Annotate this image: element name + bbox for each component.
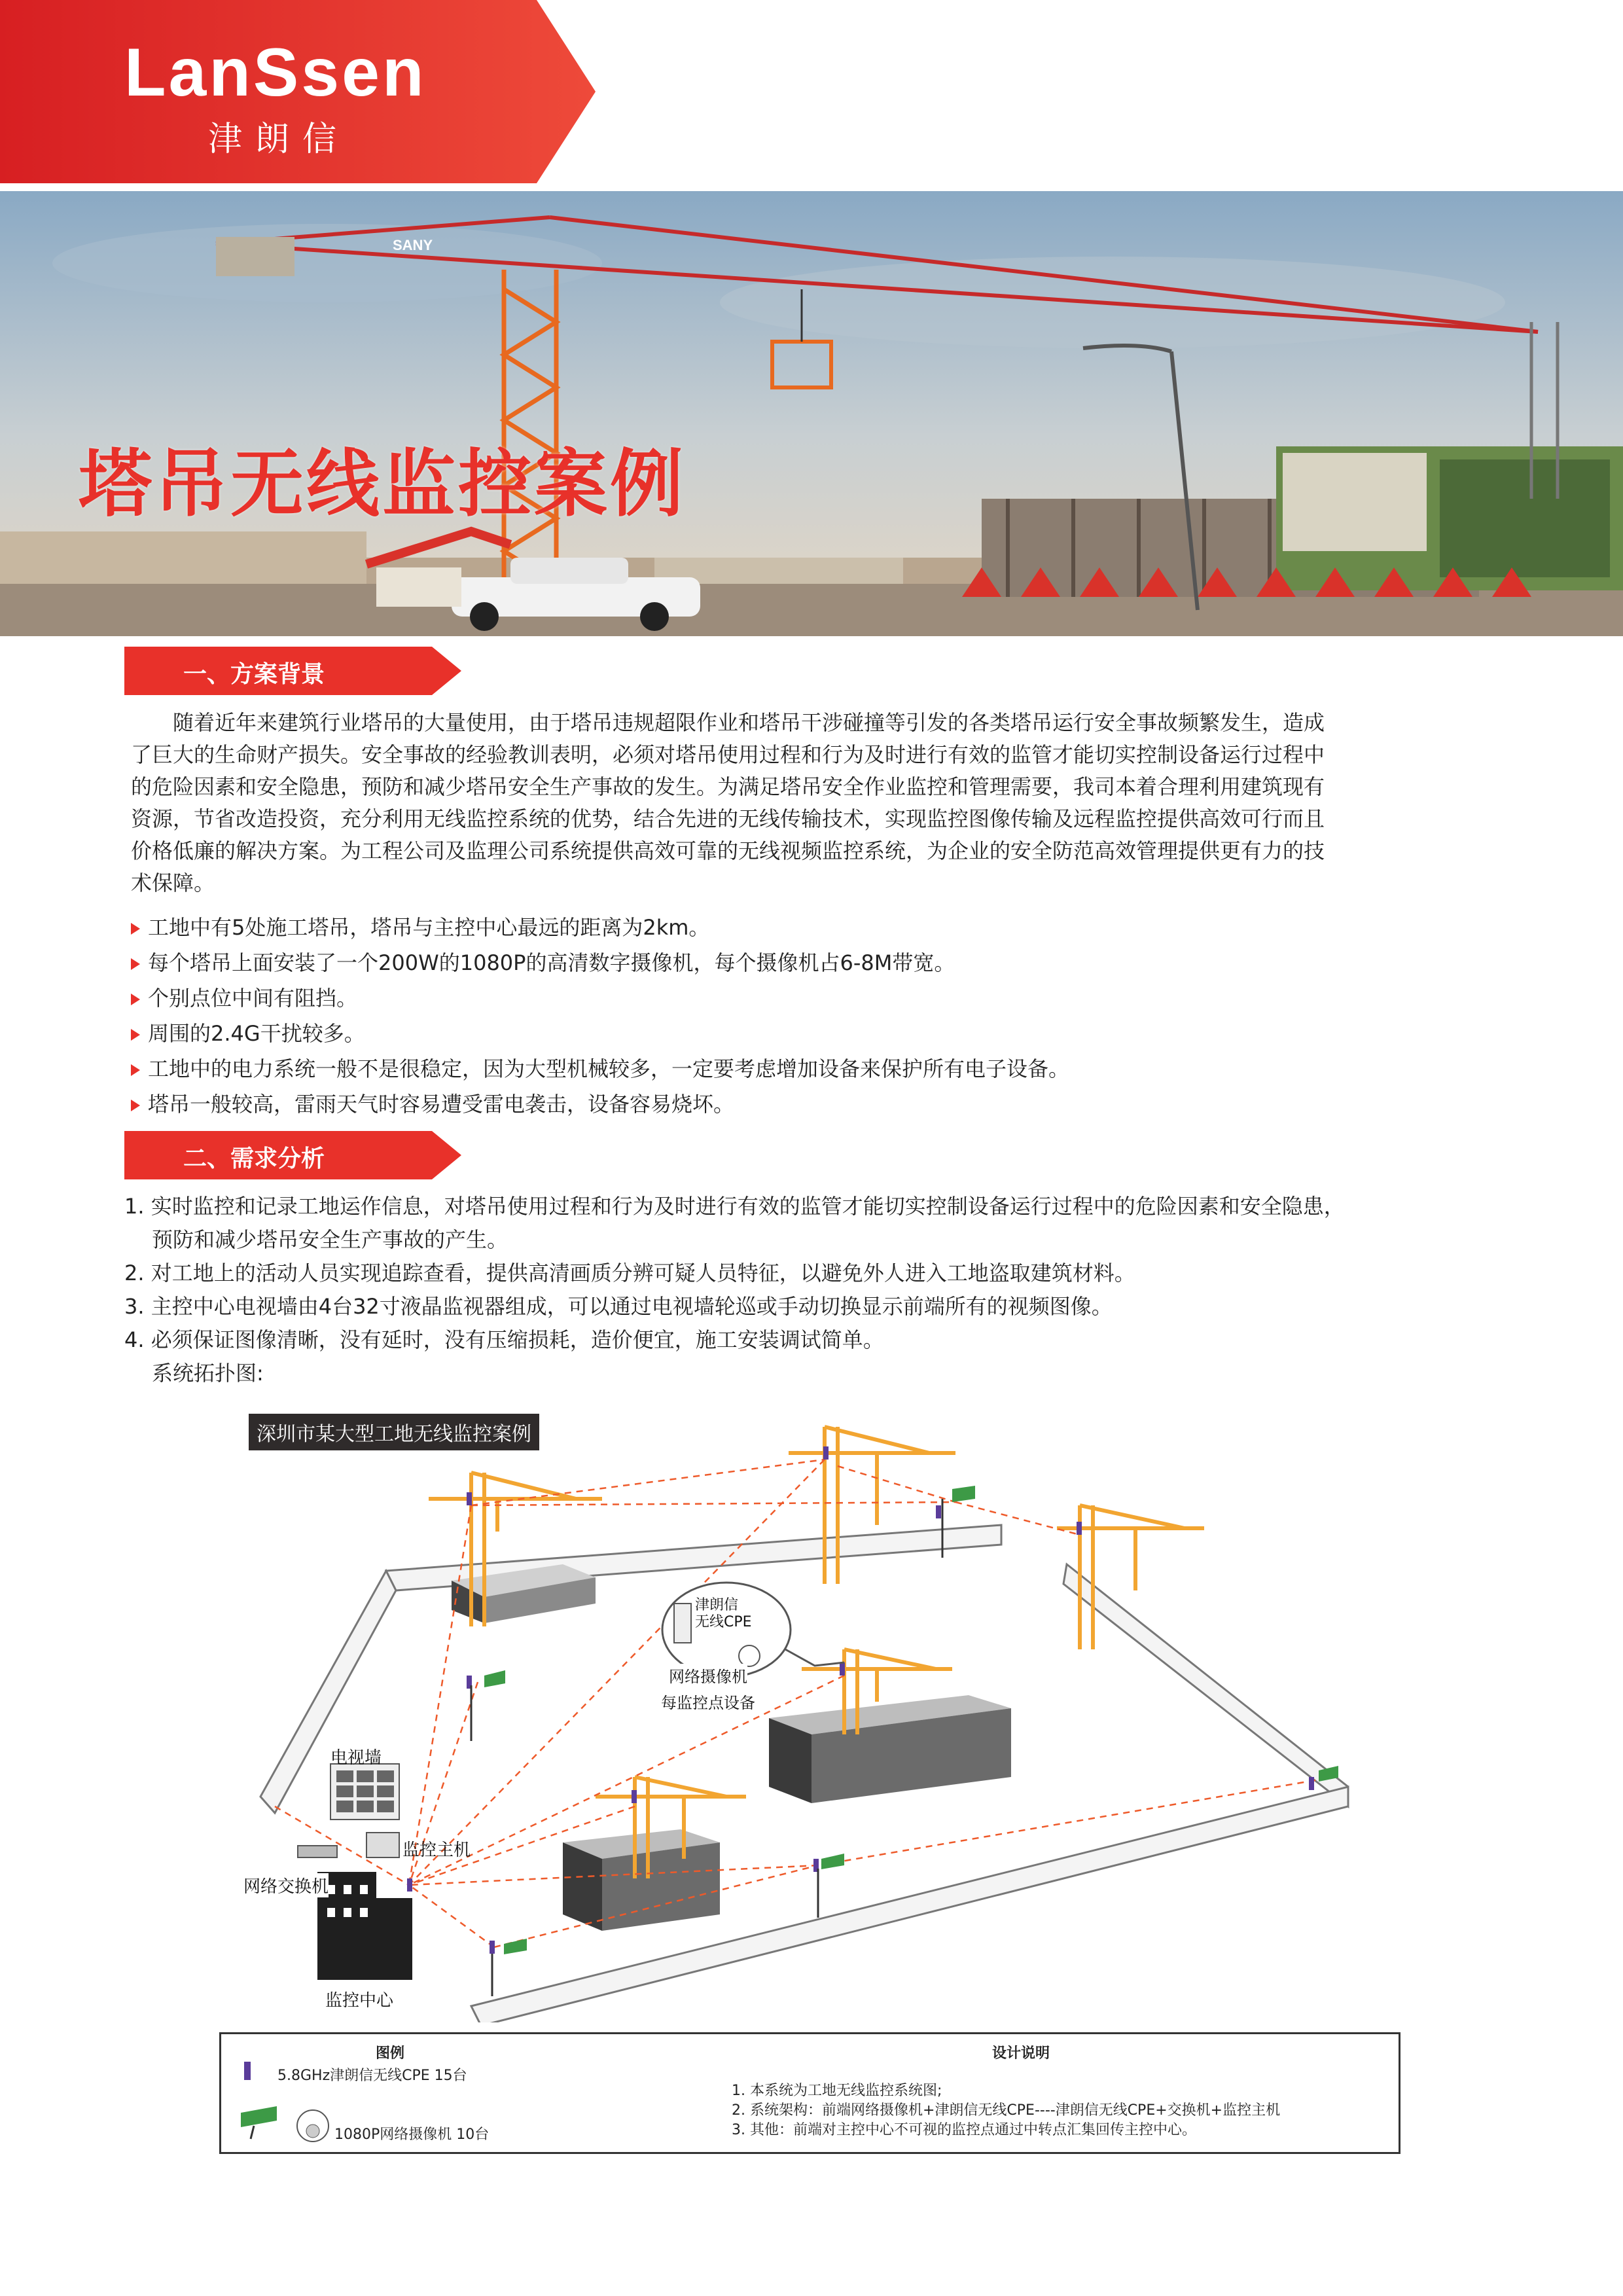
topology-diagram — [216, 1407, 1433, 2022]
crane-2 — [789, 1427, 955, 1584]
brand-name-cn: 津朗信 — [208, 120, 350, 159]
switch-icon — [298, 1846, 337, 1857]
section-heading-background-label: 一、方案背景 — [183, 661, 325, 688]
legend-box — [219, 2032, 1400, 2154]
design-notes — [732, 2081, 1280, 2140]
brand-logo: LanSsen — [124, 35, 427, 111]
legend-camera-item: 1080P网络摄像机 10台 — [334, 2126, 490, 2143]
list-item: 4. 必须保证图像清晰，没有延时，没有压缩损耗，造价便宜，施工安装调试简单。 — [124, 1327, 884, 1352]
label-network-camera: 网络摄像机 — [669, 1664, 747, 1687]
list-item: 工地中的电力系统一般不是很稳定，因为大型机械较多，一定要考虑增加设备来保护所有电子设备。 — [131, 1051, 1492, 1086]
hero-photo — [0, 191, 1623, 636]
legend-title: 图例 — [376, 2045, 405, 2062]
list-item: 预防和减少塔吊安全生产事故的产生。 — [152, 1227, 508, 1252]
note-item: 1. 本系统为工地无线监控系统图; — [732, 2083, 942, 2099]
note-item: 3. 其他：前端对主控中心不可视的监控点通过中转点汇集回传主控中心。 — [732, 2122, 1196, 2138]
triangle-bullet-icon — [131, 994, 140, 1005]
triangle-bullet-icon — [131, 1029, 140, 1041]
diagram-title: 深圳市某大型工地无线监控案例 — [249, 1414, 539, 1450]
building-block-2 — [769, 1695, 1011, 1803]
crane-brand-label: SANY — [393, 237, 433, 253]
section-heading-background — [124, 647, 465, 695]
label-tv-wall: 电视墙 — [330, 1748, 382, 1768]
host-icon — [366, 1833, 399, 1857]
paragraph-line: 术保障。 — [131, 870, 215, 895]
list-item: 2. 对工地上的活动人员实现追踪查看，提供高清画质分辨可疑人员特征，以避免外人进入工地盗取建筑材料。 — [124, 1261, 1135, 1285]
paragraph-line: 的危险因素和安全隐患，预防和减少塔吊安全生产事故的发生。为满足塔吊安全作业监控和管理需要，我司本着合理利用建筑现有 — [131, 774, 1325, 799]
paragraph-line: 资源，节省改造投资，充分利用无线监控系统的优势，结合先进的无线传输技术，实现监控图像传输及远程监控提供高效可行而且 — [131, 806, 1325, 831]
legend-cpe-item: 5.8GHz津朗信无线CPE 15台 — [277, 2068, 467, 2084]
label-cpe: 津朗信 无线CPE — [695, 1597, 752, 1630]
site-wall-east — [1063, 1564, 1348, 1806]
label-network-switch: 网络交换机 — [243, 1873, 329, 1897]
section-heading-requirements — [124, 1131, 465, 1179]
triangle-bullet-icon — [131, 1064, 140, 1076]
section-heading-requirements-label: 二、需求分析 — [183, 1145, 325, 1172]
list-item: 个别点位中间有阻挡。 — [131, 980, 1492, 1016]
label-control-center: 监控中心 — [325, 1991, 394, 2011]
requirements-list — [124, 1190, 1505, 1390]
list-item: 3. 主控中心电视墙由4台32寸液晶监视器组成，可以通过电视墙轮巡或手动切换显示前端所有的视频图像。 — [124, 1294, 1113, 1319]
tv-wall-icon — [330, 1764, 399, 1820]
label-per-point-equipment: 每监控点设备 — [661, 1694, 755, 1712]
cpe-legend-icon — [244, 2062, 251, 2080]
note-item: 2. 系统架构：前端网络摄像机+津朗信无线CPE----津朗信无线CPE+交换机+监控主机 — [732, 2102, 1281, 2119]
list-item: 周围的2.4G干扰较多。 — [131, 1016, 1492, 1051]
wireless-links — [275, 1460, 1315, 1947]
paragraph-line: 随着近年来建筑行业塔吊的大量使用，由于塔吊违规超限作业和塔吊干涉碰撞等引发的各类塔吊运行安全事故频繁发生，造成 — [173, 710, 1325, 735]
page-title: 塔吊无线监控案例 — [79, 442, 686, 527]
triangle-bullet-icon — [131, 923, 140, 935]
building-block-3 — [563, 1829, 720, 1931]
camera-legend-icon — [241, 2106, 329, 2145]
list-item: 塔吊一般较高，雷雨天气时容易遭受雷电袭击，设备容易烧坏。 — [131, 1086, 1492, 1122]
background-paragraph — [131, 707, 1492, 899]
list-item: 工地中有5处施工塔吊，塔吊与主控中心最远的距离为2km。 — [131, 910, 1492, 945]
list-item: 每个塔吊上面安装了一个200W的1080P的高清数字摄像机，每个摄像机占6-8M带宽。 — [131, 945, 1492, 980]
topology-label: 系统拓扑图: — [152, 1361, 264, 1386]
triangle-bullet-icon — [131, 958, 140, 970]
triangle-bullet-icon — [131, 1100, 140, 1111]
paragraph-line: 价格低廉的解决方案。为工程公司及监理公司系统提供高效可靠的无线视频监控系统，为企业的安全防范高效管理提供更有力的技 — [131, 838, 1325, 863]
design-notes-title: 设计说明 — [992, 2045, 1050, 2062]
list-item: 1. 实时监控和记录工地运作信息，对塔吊使用过程和行为及时进行有效的监管才能切实控制设备运行过程中的危险因素和安全隐患， — [124, 1194, 1345, 1219]
cpe-icons — [407, 1446, 1314, 1954]
label-monitor-host: 监控主机 — [402, 1840, 471, 1860]
paragraph-line: 了巨大的生命财产损失。安全事故的经验教训表明，必须对塔吊使用过程和行为及时进行有效的监管才能切实控制设备运行过程中 — [131, 742, 1325, 767]
background-bullet-list — [131, 910, 1492, 1122]
